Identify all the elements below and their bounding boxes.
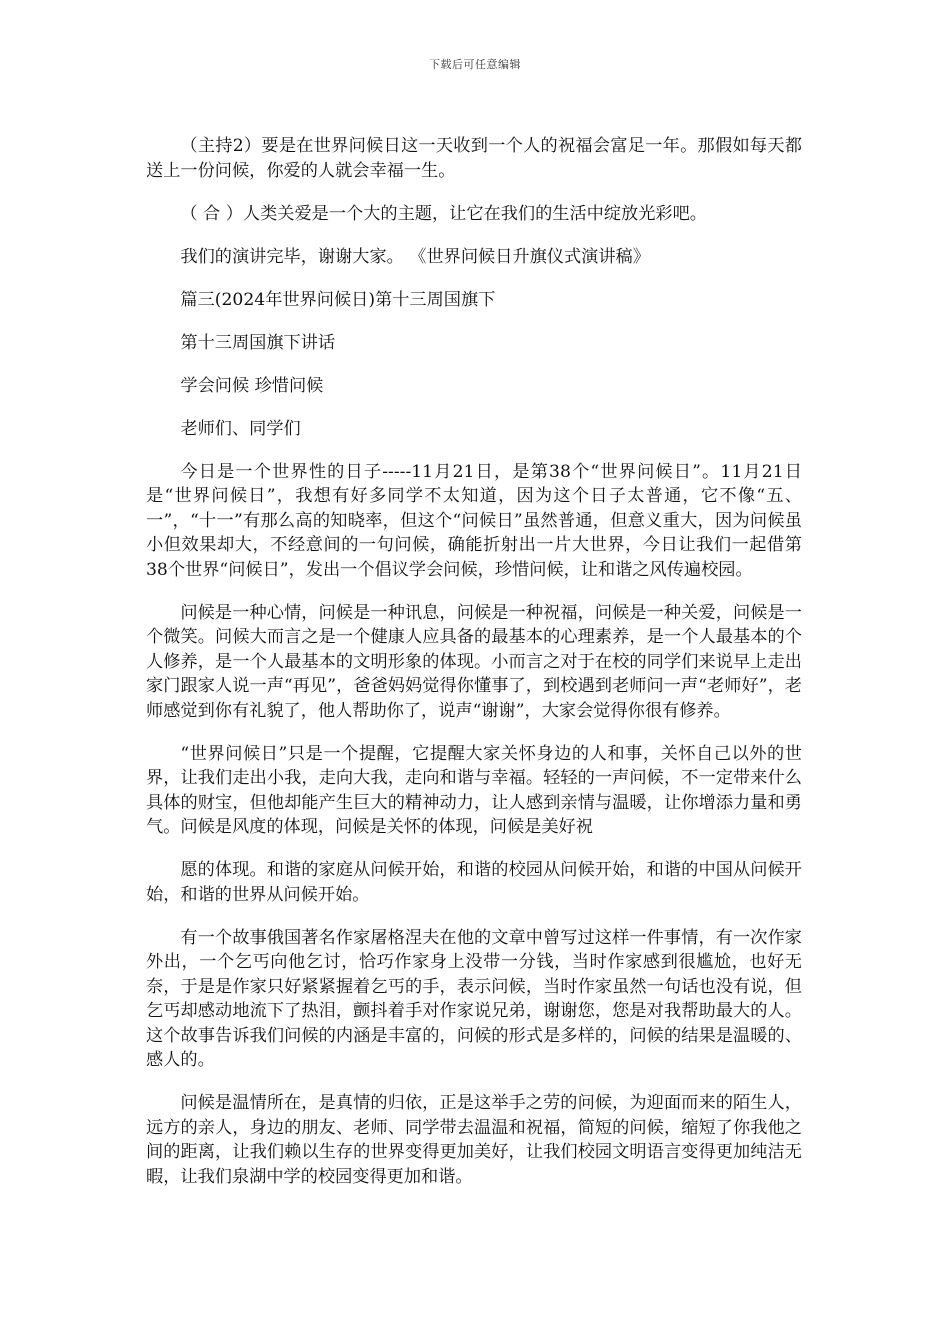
paragraph-reminder: “世界问候日”只是一个提醒，它提醒大家关怀身边的人和事，关怀自己以外的世界，让我们走出小我，走向大我，走向和谐与幸福。轻轻的一声问候，不一定带来什么具体的财宝，但他却能产生巨大的精神动力，让人感到亲情与温暖，让你增添力量和勇气。问候是风度的体现，问候是关怀的体现，问候是美好祝 <box>146 743 802 837</box>
paragraph-chorus: （ 合 ）人类关爱是一个大的主题，让它在我们的生活中绽放光彩吧。 <box>180 203 707 224</box>
salutation: 老师们、同学们 <box>180 418 301 439</box>
paragraph-speech-end: 我们的演讲完毕，谢谢大家。 《世界问候日升旗仪式演讲稿》 <box>180 246 650 267</box>
paragraph-story: 有一个故事俄国著名作家屠格涅夫在他的文章中曾写过这样一件事情，有一次作家外出，一个乞丐向他乞讨，恰巧作家身上没带一分钱，当时作家感到很尴尬，也好无奈，于是是作家只好紧紧握着乞丐的手，表示问候，当时作家虽然一句话也没有说，但乞丐却感动地流下了热泪，颤抖着手对作家说兄弟，谢谢您，您是对我帮助最大的人。这个故事告诉我们问候的内涵是丰富的，问候的形式是多样的，问候的结果是温暖的、感人的。 <box>146 927 802 1070</box>
paragraph-warmth: 问候是温情所在，是真情的归依，正是这举手之劳的问候，为迎面而来的陌生人，远方的亲人，身边的朋友、老师、同学带去温温和祝福，简短的问候，缩短了你我他之间的距离，让我们赖以生存的世界变得更加美好，让我们校园文明语言变得更加纯洁无暇，让我们泉湖中学的校园变得更加和谐。 <box>146 1093 802 1187</box>
paragraph-intro: 今日是一个世界性的日子-----11月21日，是第38个“世界问候日”。11月21日是“世界问候日”，我想有好多同学不太知道，因为这个日子太普通，它不像“五、一”，“十一”有那么高的知晓率，但这个“问候日”虽然普通，但意义重大，因为问候虽小但效果却大，不经意间的一句问候，确能折射出一片大世界，今日让我们一起借第38个世界“问候日”，发出一个倡议学会问候，珍惜问候，让和谐之风传遍校园。 <box>146 461 802 580</box>
paragraph-harmony: 愿的体现。和谐的家庭从问候开始，和谐的校园从问候开始，和谐的中国从问候开始，和谐的世界从问候开始。 <box>146 860 802 905</box>
speech-title: 学会问候 珍惜问候 <box>180 375 324 396</box>
section-heading-week-13: 第十三周国旗下讲话 <box>180 332 336 353</box>
section-heading-part-3: 篇三(2024年世界问候日)第十三周国旗下 <box>180 289 496 310</box>
page-header-note: 下载后可任意编辑 <box>429 58 521 71</box>
document-body <box>146 134 802 1208</box>
paragraph-greeting-meaning: 问候是一种心情，问候是一种讯息，问候是一种祝福，问候是一种关爱，问候是一个微笑。问候大而言之是一个健康人应具备的最基本的心理素养，是一个人最基本的个人修养，是一个人最基本的文明形象的体现。小而言之对于在校的同学们来说早上走出家门跟家人说一声“再见”，爸爸妈妈觉得你懂事了，到校遇到老师问一声“老师好”，老师感觉到你有礼貌了，他人帮助你了，说声“谢谢”，大家会觉得你很有修养。 <box>146 602 802 721</box>
paragraph-host-2: （主持2）要是在世界问候日这一天收到一个人的祝福会富足一年。那假如每天都送上一份问候，你爱的人就会幸福一生。 <box>146 136 802 181</box>
